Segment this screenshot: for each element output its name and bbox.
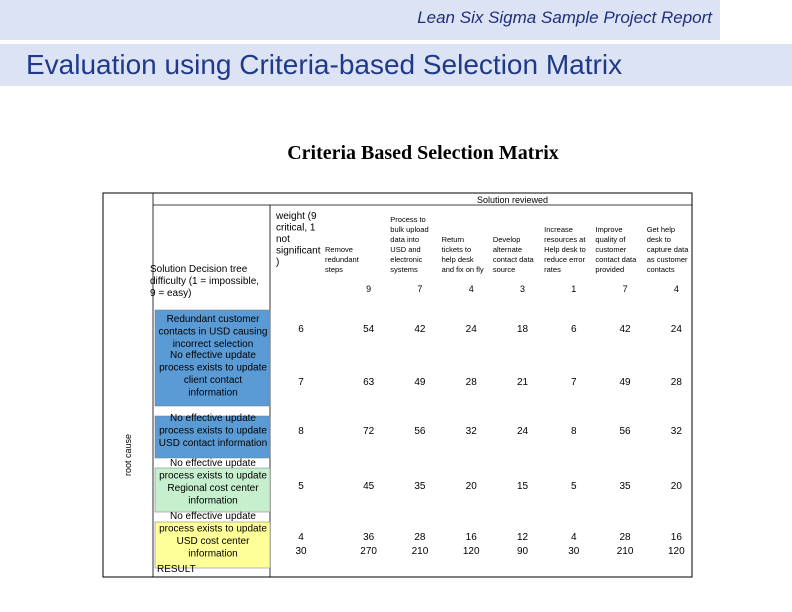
score-value: 36 <box>363 532 375 543</box>
root-cause-text: information <box>188 548 238 560</box>
result-value: 270 <box>360 546 377 557</box>
score-value: 63 <box>363 377 375 388</box>
score-value: 5 <box>571 481 577 492</box>
root-cause-text: No effective update <box>170 350 256 361</box>
solution-header-3: and fix on fly <box>441 265 484 274</box>
slide-title: Evaluation using Criteria-based Selection Matrix <box>0 44 792 86</box>
report-title: Lean Six Sigma Sample Project Report <box>417 8 712 27</box>
score-value: 35 <box>619 481 631 492</box>
root-cause-text: incorrect selection <box>172 339 254 350</box>
root-cause-text: contacts in USD causing <box>158 326 268 338</box>
difficulty-label: 9 = easy) <box>150 288 192 299</box>
result-label: RESULT <box>157 564 196 575</box>
root-cause-text: client contact <box>183 375 243 386</box>
score-value: 42 <box>619 324 631 335</box>
difficulty-label: difficulty (1 = impossible, <box>150 276 260 287</box>
score-value: 56 <box>619 426 631 437</box>
root-cause-text: USD cost center <box>176 536 250 547</box>
root-cause-text: USD contact information <box>158 438 268 449</box>
solution-header-6: quality of <box>595 235 626 244</box>
difficulty-label: Solution Decision tree <box>150 264 248 275</box>
solution-header-2: systems <box>390 265 418 274</box>
solution-header-4: source <box>492 265 516 274</box>
score-value: 32 <box>670 426 682 437</box>
score-value: 49 <box>619 377 631 388</box>
solution-header-1: redundant <box>325 255 359 264</box>
solution-reviewed-label: Solution reviewed <box>476 195 549 205</box>
score-value: 24 <box>516 426 529 437</box>
solution-header-2: Process to <box>390 215 426 224</box>
score-value: 7 <box>571 377 577 388</box>
solution-header-7: desk to <box>646 235 671 244</box>
root-cause-text: Regional cost center <box>167 483 259 494</box>
root-cause-text: Redundant customer <box>166 314 260 325</box>
weight-value: 5 <box>298 481 304 492</box>
score-value: 12 <box>516 532 529 543</box>
result-value: 120 <box>668 546 685 557</box>
difficulty-value: 4 <box>673 284 679 294</box>
weight-header: critical, 1 <box>276 222 316 234</box>
score-value: 56 <box>414 426 426 437</box>
solution-header-7: Get help <box>646 225 676 234</box>
difficulty-value: 7 <box>622 284 628 294</box>
weight-value: 6 <box>298 324 304 335</box>
solution-header-6: customer <box>595 245 627 254</box>
solution-header-5: Help desk to <box>544 245 586 254</box>
solution-header-6: provided <box>595 265 625 274</box>
weight-header: weight (9 <box>276 211 317 222</box>
score-value: 28 <box>619 532 631 543</box>
root-cause-text: No effective update <box>170 458 256 469</box>
solution-header-7: as customer <box>646 255 688 264</box>
result-value: 90 <box>516 546 529 557</box>
score-value: 28 <box>414 532 426 543</box>
solution-header-6: Improve <box>595 225 623 234</box>
difficulty-value: 1 <box>571 284 577 294</box>
root-cause-text: No effective update <box>170 413 256 424</box>
root-cause-text: process exists to update <box>159 362 267 374</box>
root-cause-label: root cause <box>123 433 133 477</box>
root-cause-text: information <box>188 387 238 399</box>
weight-value: 4 <box>298 532 304 543</box>
score-value: 6 <box>571 324 577 335</box>
solution-header-1: steps <box>325 265 343 274</box>
score-value: 18 <box>516 324 529 335</box>
solution-header-4: alternate <box>492 245 523 254</box>
score-value: 28 <box>465 377 477 388</box>
solution-header-5: reduce error <box>544 255 586 264</box>
score-value: 32 <box>465 426 477 437</box>
score-value: 35 <box>414 481 426 492</box>
root-cause-text: process exists to update <box>159 425 267 437</box>
score-value: 24 <box>465 324 477 335</box>
score-value: 72 <box>363 426 375 437</box>
solution-header-4: Develop <box>492 235 521 244</box>
score-value: 28 <box>670 377 682 388</box>
difficulty-value: 9 <box>366 284 372 294</box>
score-value: 8 <box>571 426 577 437</box>
score-value: 20 <box>465 481 477 492</box>
score-value: 45 <box>363 481 375 492</box>
score-value: 49 <box>414 377 426 388</box>
solution-header-2: USD and <box>390 245 421 254</box>
weight-value: 8 <box>298 426 304 437</box>
matrix-title: Criteria Based Selection Matrix <box>287 142 559 164</box>
solution-header-5: rates <box>544 265 561 274</box>
solution-header-7: contacts <box>646 265 675 274</box>
score-value: 42 <box>414 324 426 335</box>
solution-header-5: Increase <box>544 225 573 234</box>
weight-value: 7 <box>298 377 304 388</box>
solution-header-3: help desk <box>441 255 474 264</box>
solution-header-4: contact data <box>492 255 534 264</box>
solution-header-3: tickets to <box>441 245 472 254</box>
root-cause-text: process exists to update <box>159 470 267 482</box>
weight-header: significant <box>276 245 321 257</box>
root-cause-text: No effective update <box>170 511 256 522</box>
result-value: 210 <box>616 546 634 557</box>
weight-header: not <box>276 234 290 245</box>
score-value: 15 <box>516 481 529 492</box>
root-cause-text: process exists to update <box>159 523 267 535</box>
score-value: 16 <box>670 532 682 543</box>
root-cause-text: information <box>188 495 238 507</box>
weight-header: ) <box>276 257 280 268</box>
solution-header-2: data into <box>390 235 420 244</box>
solution-header-2: electronic <box>390 255 423 264</box>
difficulty-value: 3 <box>519 284 526 294</box>
solution-header-1: Remove <box>325 245 353 254</box>
result-value: 210 <box>411 546 429 557</box>
score-value: 16 <box>465 532 477 543</box>
score-value: 4 <box>571 532 577 543</box>
difficulty-value: 7 <box>417 284 423 294</box>
score-value: 20 <box>670 481 682 492</box>
solution-header-7: capture data <box>646 245 689 254</box>
score-value: 24 <box>670 324 682 335</box>
solution-header-3: Return <box>441 235 465 244</box>
score-value: 54 <box>363 324 375 335</box>
score-value: 21 <box>516 377 529 388</box>
solution-header-6: contact data <box>595 255 637 264</box>
difficulty-value: 4 <box>468 284 474 294</box>
result-value: 120 <box>462 546 480 557</box>
result-weight: 30 <box>295 546 307 557</box>
solution-header-5: resources at <box>544 235 586 244</box>
solution-header-2: bulk upload <box>390 225 429 234</box>
result-value: 30 <box>568 546 580 557</box>
